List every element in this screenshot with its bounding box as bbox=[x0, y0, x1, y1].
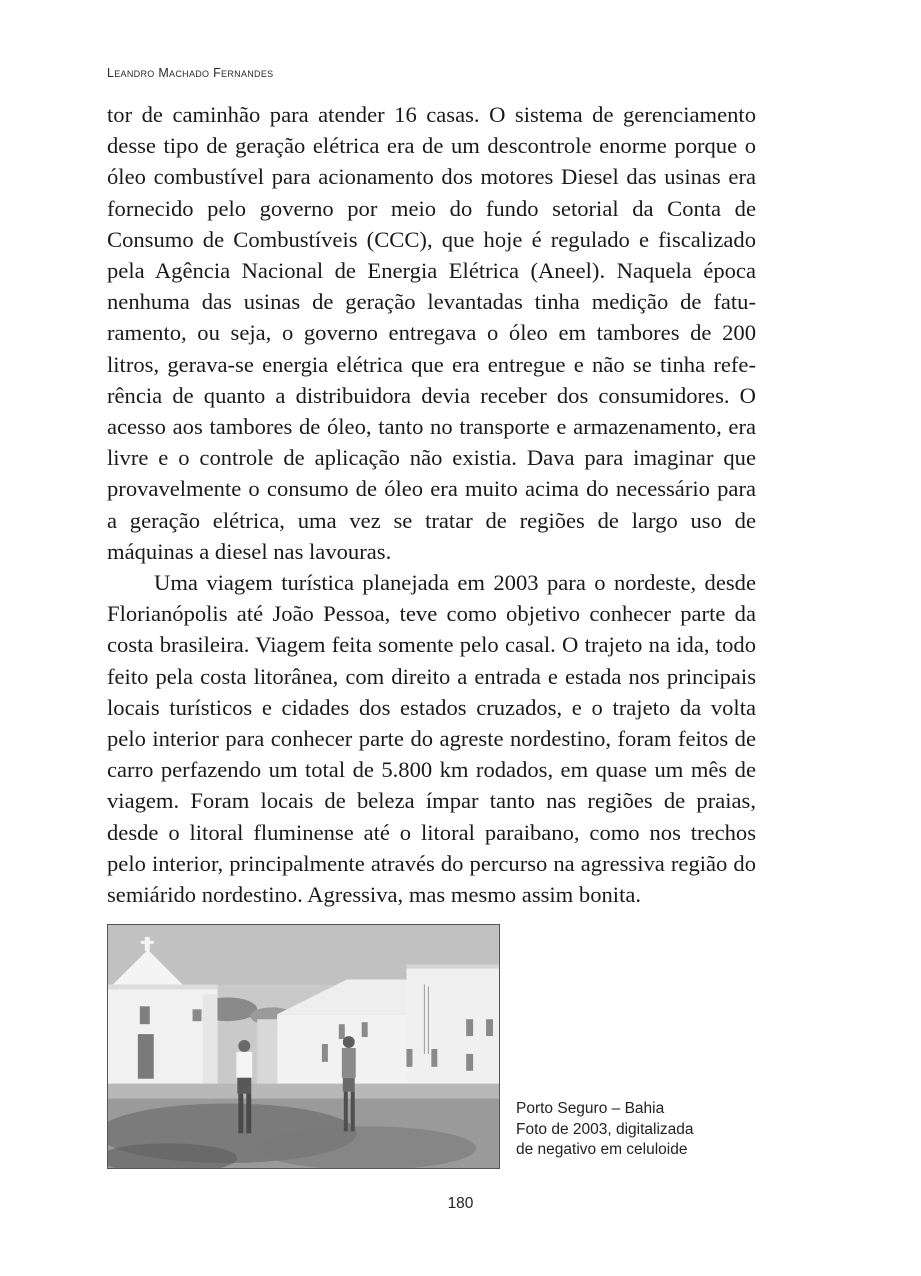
figure-caption bbox=[516, 1099, 756, 1161]
caption-line-3: de negativo em celuloide bbox=[516, 1141, 688, 1158]
body-text bbox=[107, 99, 756, 910]
caption-line-2: Foto de 2003, digitalizada bbox=[516, 1120, 694, 1138]
running-header-author: Leandro Machado Fernandes bbox=[107, 66, 274, 80]
caption-line-1: Porto Seguro – Bahia bbox=[516, 1100, 665, 1117]
paragraph-2: Uma viagem turística planejada em 2003 para o nordeste, desde Florianópolis até João Pessoa, teve como objetivo conhecer parte da costa brasileira. Viagem feita somente pelo casal. O trajeto na ida, todo feito pela costa litorânea, com direito a entrada e estada nos principais locais turísticos e cidades dos estados cruzados, e o trajeto da volta pelo interior para conhecer parte do agreste nordestino, foram feitos de carro perfazendo um total de 5.800 km rodados, em quase um mês de viagem. Foram locais de beleza ímpar tanto nas regiões de praias, desde o litoral fluminense até o litoral paraibano, como nos trechos pelo interior, principalmente através do percurso na agressiva região do semiárido nordestino. Agressiva, mas mesmo assim bonita. bbox=[107, 570, 756, 908]
photo-porto-seguro bbox=[107, 924, 500, 1169]
page-number: 180 bbox=[447, 1195, 474, 1212]
paragraph-1: tor de caminhão para atender 16 casas. O sistema de gerenciamento desse tipo de geração elétrica era de um descontrole enorme porque o óleo combustível para acionamento dos motores Diesel das usinas era fornecido pelo governo por meio do fundo setorial da Conta de Consumo de Combustíveis (CCC), que hoje é regulado e fiscalizado pela Agência Nacional de Energia Elétrica (Aneel). Naquela época nenhuma das usinas de geração levantadas tinha medição de faturamento, ou seja, o governo entregava o óleo em tambores de 200 litros, gerava-se energia elétrica que era entregue e não se tinha referência de quanto a distribuidora devia receber dos consumidores. O acesso aos tambores de óleo, tanto no transporte e armazenamento, era livre e o controle de aplicação não existia. Dava para imaginar que provavelmente o consumo de óleo era muito acima do necessário para a geração elétrica, uma vez se tratar de regiões de largo uso de máquinas a diesel nas lavouras. bbox=[107, 102, 756, 564]
photo-illustration bbox=[108, 925, 499, 1168]
